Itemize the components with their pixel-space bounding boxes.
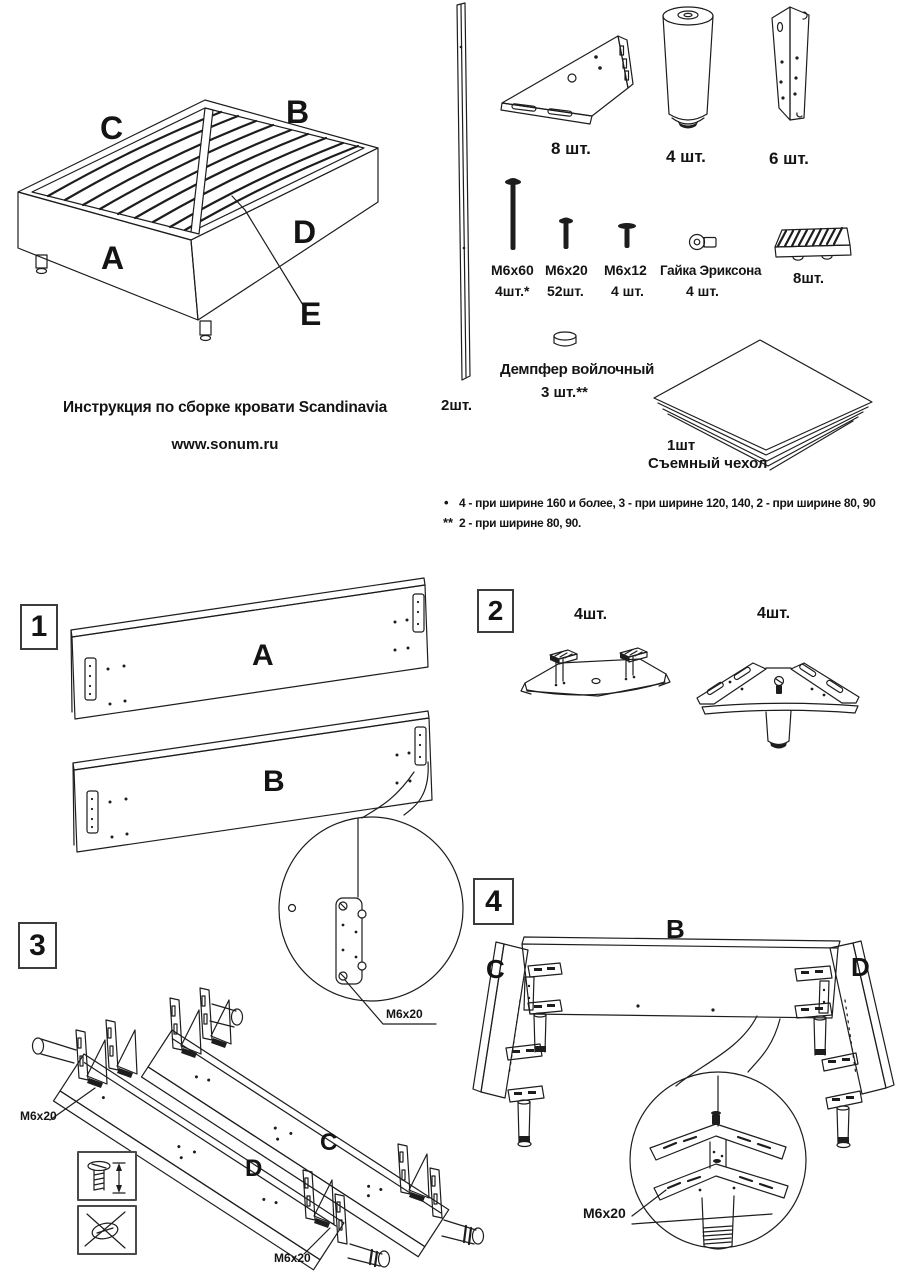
step3-rail-c-label: C <box>320 1129 338 1156</box>
step4-d-label: D <box>851 952 870 982</box>
bed-overview-drawing <box>18 100 378 341</box>
angle-plate-part-drawing <box>772 7 809 120</box>
bed-label-a: A <box>101 240 125 276</box>
step1-panels-drawing <box>71 578 432 852</box>
bolt-m6x20-qty: 52шт. <box>547 283 584 299</box>
step1-panel-b-label: B <box>263 765 285 798</box>
website-url: www.sonum.ru <box>171 436 279 453</box>
step1-number-box: 1 <box>20 604 58 650</box>
no-overtighten-icon <box>78 1206 136 1254</box>
bolt-m6x60-qty: 4шт.* <box>495 283 530 299</box>
damper-part-drawing <box>554 332 576 346</box>
step1-detail-circle <box>279 817 463 1024</box>
erikson-nut-name: Гайка Эриксона <box>660 263 762 278</box>
cover-qty: 1шт <box>667 437 696 454</box>
step4-detail-circle <box>630 1072 806 1249</box>
step2-right-qty: 4шт. <box>757 605 791 622</box>
step1-m6x20-callout: M6x20 <box>386 1007 423 1021</box>
leg-part-drawing <box>663 7 713 129</box>
leg-qty: 4 шт. <box>666 147 706 166</box>
glide-part-drawing <box>775 228 851 260</box>
bolt-m6x20-name: М6х20 <box>545 262 588 278</box>
step4-frame-drawing <box>473 937 894 1148</box>
angle-plate-qty: 6 шт. <box>769 149 809 168</box>
bolt-m6x20-drawing <box>559 218 573 250</box>
step2-bracket-glides-drawing <box>521 648 670 696</box>
step4-b-label: B <box>666 914 685 944</box>
felt-damper-name: Демпфер войлочный <box>500 361 654 378</box>
bed-label-b: B <box>286 94 310 130</box>
corner-bracket-part-drawing <box>501 36 633 124</box>
corner-bracket-qty: 8 шт. <box>551 139 591 158</box>
screw-depth-icon <box>78 1152 136 1200</box>
step3-m6x20-callout-left: M6x20 <box>20 1109 57 1123</box>
footnote1-text: 4 - при ширине 160 и более, 3 - при ширине 120, 140, 2 - при ширине 80, 90 <box>459 496 876 510</box>
erikson-nut-drawing <box>690 235 717 250</box>
center-rail-part-drawing <box>457 3 470 380</box>
footnote2-text: 2 - при ширине 80, 90. <box>459 516 582 530</box>
step4-m6x20-callout: M6x20 <box>583 1205 626 1221</box>
center-rail-qty: 2шт. <box>441 397 473 414</box>
bolt-m6x60-drawing <box>505 178 521 250</box>
bolt-m6x12-name: М6х12 <box>604 262 647 278</box>
bed-label-c: C <box>100 110 124 146</box>
footnote1-marker: • <box>444 495 449 510</box>
step2-left-qty: 4шт. <box>574 606 608 623</box>
step4-c-label: C <box>486 954 505 984</box>
footnote2-marker: ** <box>443 515 454 530</box>
step3-m6x20-callout-bottom: M6x20 <box>274 1251 311 1265</box>
felt-damper-qty: 3 шт.** <box>541 384 588 401</box>
erikson-nut-qty: 4 шт. <box>686 283 719 299</box>
step3-number-box: 3 <box>18 922 57 969</box>
bolt-m6x12-qty: 4 шт. <box>611 283 644 299</box>
step2-number-box: 2 <box>477 589 514 633</box>
cover-name: Съемный чехол <box>648 455 768 472</box>
bolt-m6x12-drawing <box>618 223 636 248</box>
bolt-m6x60-name: М6х60 <box>491 262 534 278</box>
step1-panel-a-label: A <box>252 639 274 672</box>
step2-bracket-leg-drawing <box>697 663 859 749</box>
bed-label-d: D <box>293 214 317 250</box>
step4-number-box: 4 <box>473 878 514 925</box>
bed-label-e: E <box>300 296 322 332</box>
page-title: Инструкция по сборке кровати Scandinavia <box>62 399 388 416</box>
step3-rail-d-label: D <box>245 1155 263 1182</box>
glide-qty: 8шт. <box>793 270 825 287</box>
